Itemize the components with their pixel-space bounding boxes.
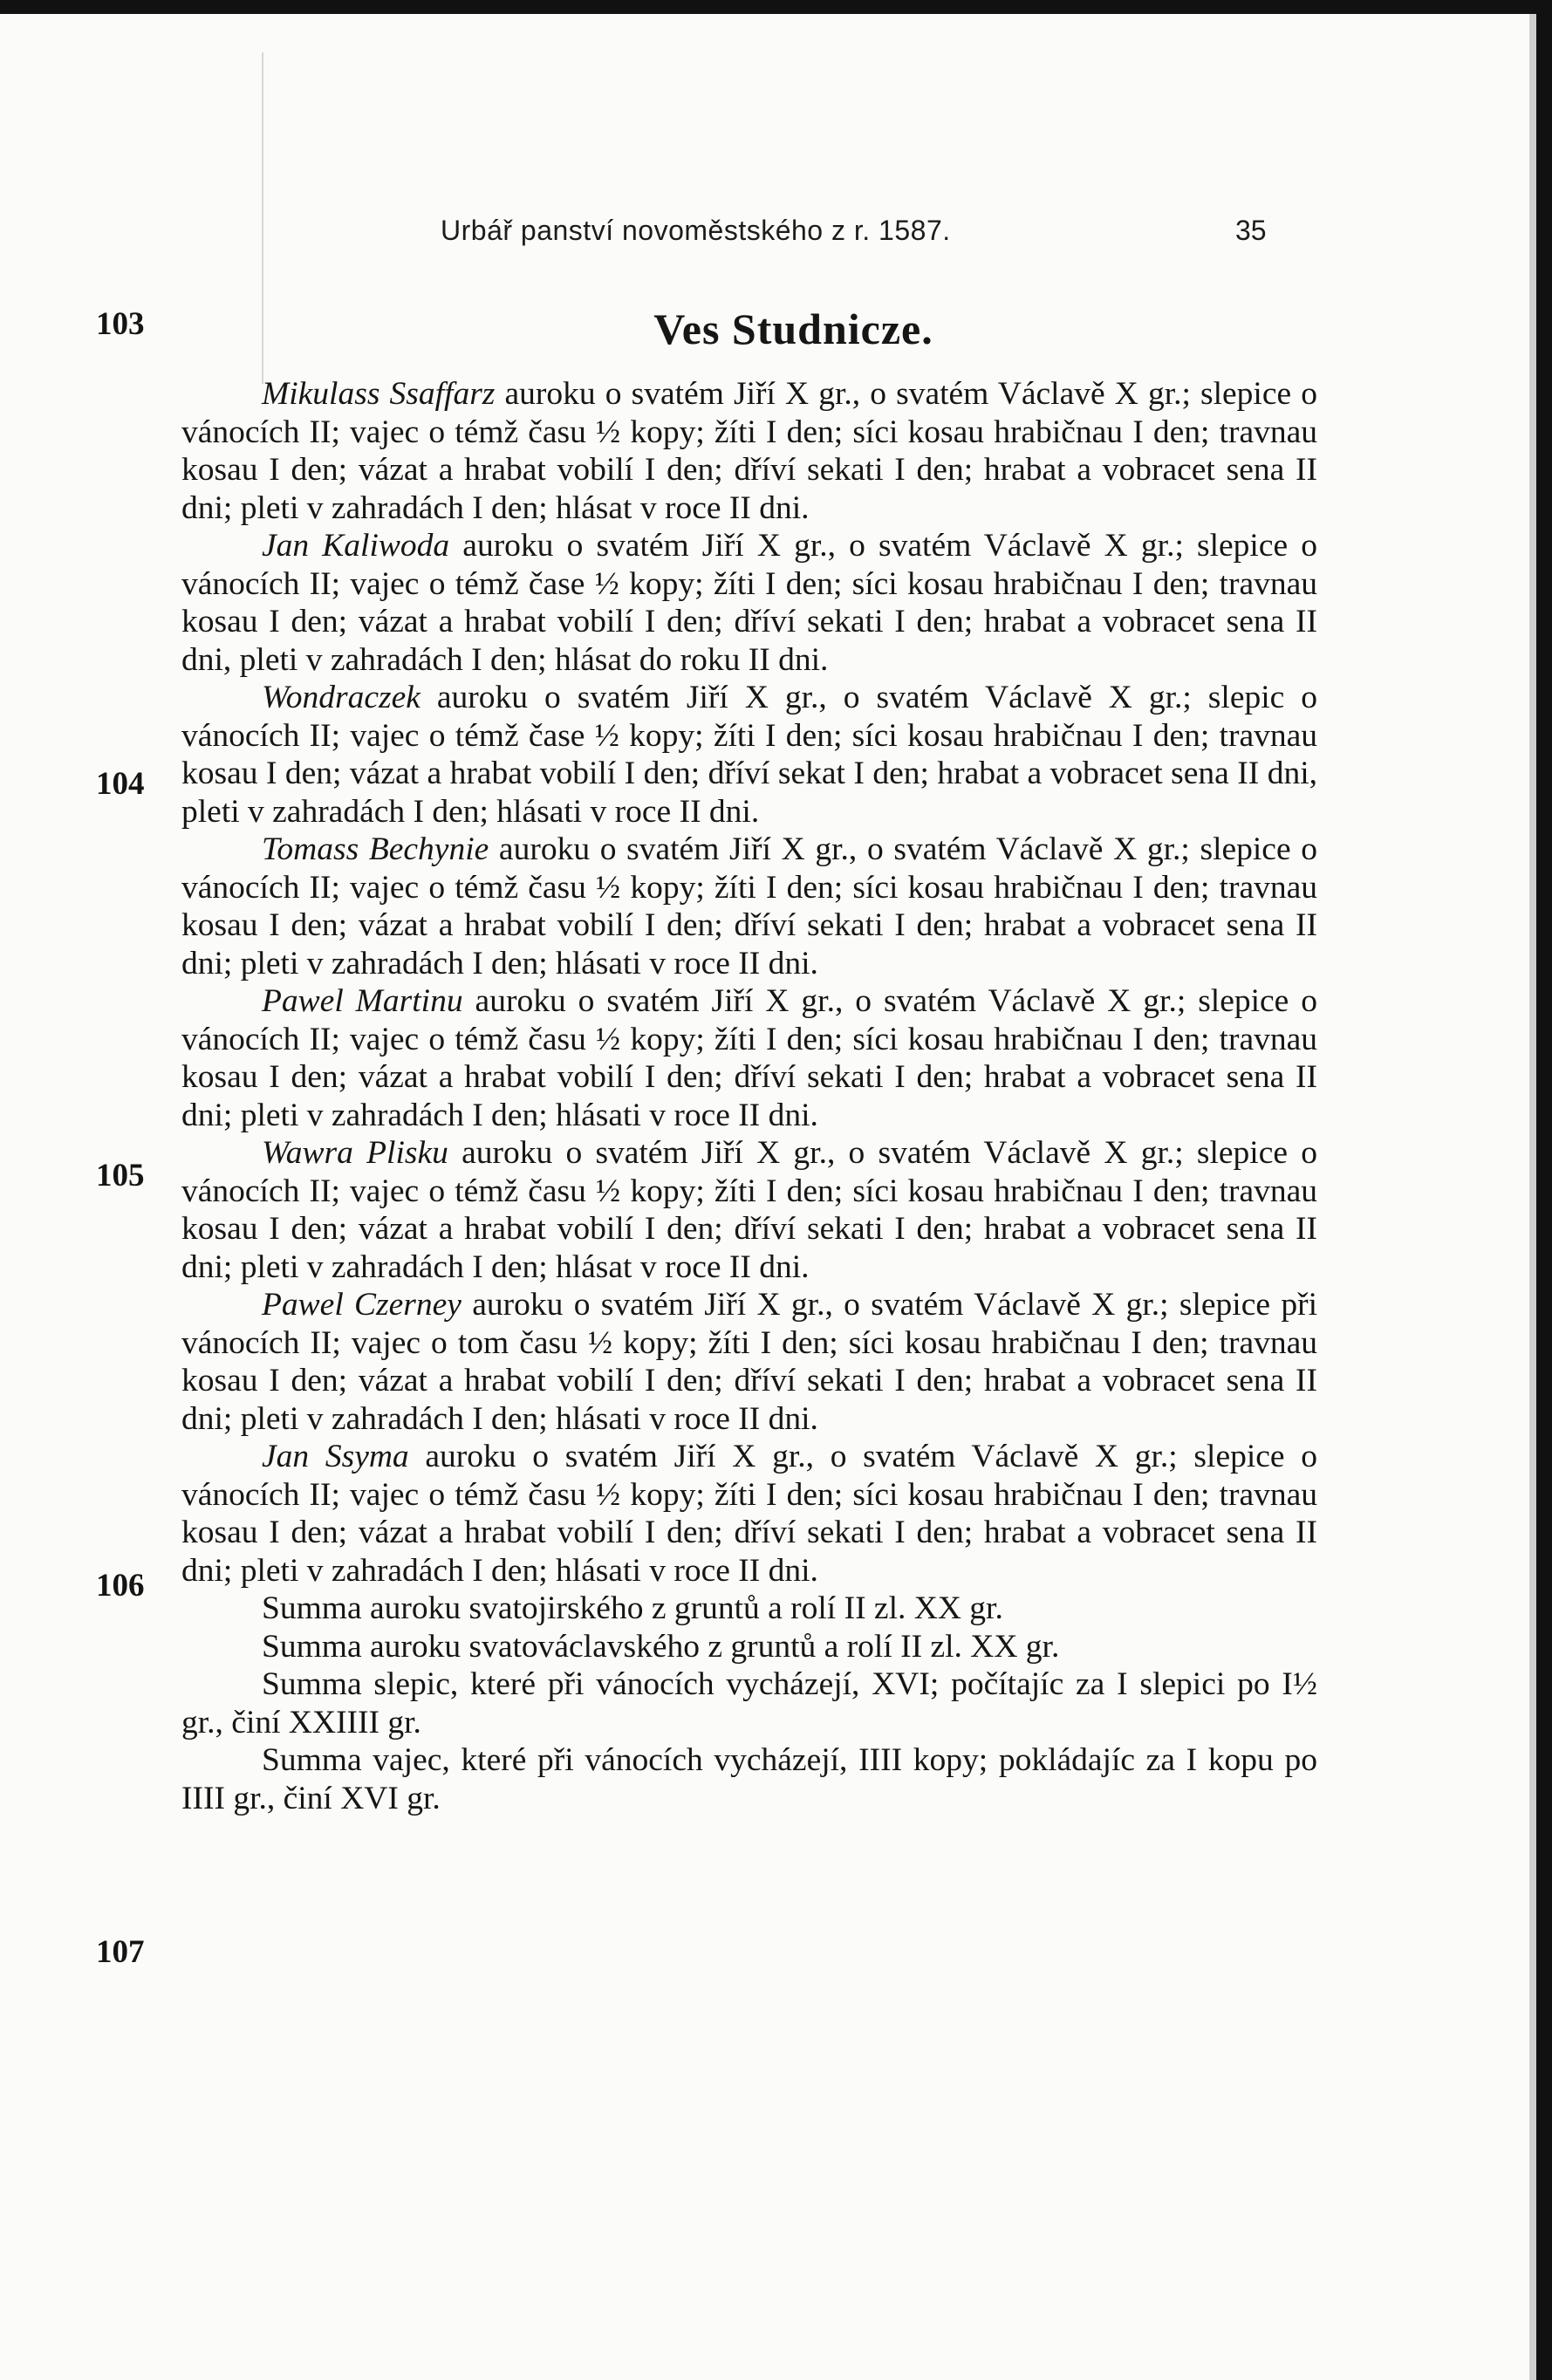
scan-edge-right [1536,0,1552,2380]
entry-paragraph [181,1438,1317,1590]
person-name: Jan Ssyma [262,1439,409,1474]
page-shadow-right [1529,14,1536,2380]
person-name: Pawel Martinu [262,983,463,1019]
summary-paragraph: Summa vajec, které při vánocích vycházejí, IIII kopy; pokládajíc za I kopu po IIII gr., činí XVI gr. [181,1742,1317,1816]
entry-text: auroku o svatém Jiří X gr., o svatém Václavě X gr.; slepic o vánocích II; vajec o témž čase ½ kopy; žíti I den; síci kosau hrabičnau I den; travnau kosau I den; vázat a hrabat vobilí I den; dříví sekat I den; hrabat a vobracet sena II dni, pleti v zahradách I den; hlásati v roce II dni. [181,680,1317,830]
section-title: Ves Studnicze. [653,304,933,353]
running-title: Urbář panství novoměstského z r. 1587. [441,215,951,246]
person-name: Pawel Czerney [262,1287,461,1323]
page-number: 35 [1235,215,1267,246]
entry-text: auroku o svatém Jiří X gr., o svatém Václavě X gr.; slepice o vánocích II; vajec o témž času ½ kopy; žíti I den; síci kosau hrabičnau I den; travnau kosau I den; vázat a hrabat vobilí I den; dříví sekati I den; hrabat a vobracet sena II dni; pleti v zahradách I den; hlásat v roce II dni. [181,1135,1317,1285]
entry-paragraph [181,527,1317,679]
summary-paragraph: Summa auroku svatováclavského z gruntů a rolí II zl. XX gr. [262,1628,1060,1665]
scan-edge-top [0,0,1552,14]
margin-number: 104 [96,766,145,802]
summary-paragraph: Summa slepic, které při vánocích vycházejí, XVI; počítajíc za I slepici po I½ gr., činí XXIIII gr. [181,1666,1317,1741]
main-text [181,375,1317,1817]
person-name: Tomass Bechynie [262,831,489,867]
entry-text: auroku o svatém Jiří X gr., o svatém Václavě X gr.; slepice o vánocích II; vajec o témž času ½ kopy; žíti I den; síci kosau hrabičnau I den; travnau kosau I den; vázat a hrabat vobilí I den; dříví sekati I den; hrabat a vobracet sena II dni; pleti v zahradách I den; hlásati v roce II dni. [181,983,1318,1133]
entry-text: auroku o svatém Jiří X gr., o svatém Václavě X gr.; slepice o vánocích II; vajec o témž času ½ kopy; žíti I den; síci kosau hrabičnau I den; travnau kosau I den; vázat a hrabat vobilí I den; dříví sekati I den; hrabat a vobracet sena II dni; pleti v zahradách I den; hlásati v roce II dni. [181,1439,1318,1589]
entry-text: auroku o svatém Jiří X gr., o svatém Václavě X gr.; slepice o vánocích II; vajec o témž času ½ kopy; žíti I den; síci kosau hrabičnau I den; travnau kosau I den; vázat a hrabat vobilí I den; dříví sekati I den; hrabat a vobracet sena II dni; pleti v zahradách I den; hlásat v roce II dni. [181,376,1318,526]
entry-paragraph [181,982,1317,1134]
margin-number: 107 [96,1934,145,1970]
person-name: Mikulass Ssaffarz [262,376,496,412]
entry-paragraph [181,679,1317,831]
margin-number: 103 [96,306,145,342]
margin-number: 105 [96,1158,145,1193]
entry-text: auroku o svatém Jiří X gr., o svatém Václavě X gr.; slepice o vánocích II; vajec o témž času ½ kopy; žíti I den; síci kosau hrabičnau I den; travnau kosau I den; vázat a hrabat vobilí I den; dříví sekati I den; hrabat a vobracet sena II dni; pleti v zahradách I den; hlásati v roce II dni. [181,831,1318,981]
entry-paragraph [181,1134,1317,1286]
person-name: Wondraczek [262,680,420,715]
person-name: Jan Kaliwoda [262,528,450,564]
entry-paragraph [181,831,1317,982]
person-name: Wawra Plisku [262,1135,448,1171]
entry-text: auroku o svatém Jiří X gr., o svatém Václavě X gr.; slepice při vánocích II; vajec o tom času ½ kopy; žíti I den; síci kosau hrabičnau I den; travnau kosau I den; vázat a hrabat vobilí I den; dříví sekati I den; hrabat a vobracet sena II dni; pleti v zahradách I den; hlásati v roce II dni. [181,1287,1317,1437]
margin-number: 106 [96,1568,145,1604]
entry-paragraph [181,1286,1317,1438]
entry-text: auroku o svatém Jiří X gr., o svatém Václavě X gr.; slepice o vánocích II; vajec o témž čase ½ kopy; žíti I den; síci kosau hrabičnau I den; travnau kosau I den; vázat a hrabat vobilí I den; dříví sekati I den; hrabat a vobracet sena II dni, pleti v zahradách I den; hlásat do roku II dni. [181,528,1318,678]
entry-paragraph [181,375,1317,527]
summary-paragraph: Summa auroku svatojirského z gruntů a rolí II zl. XX gr. [262,1590,1003,1626]
